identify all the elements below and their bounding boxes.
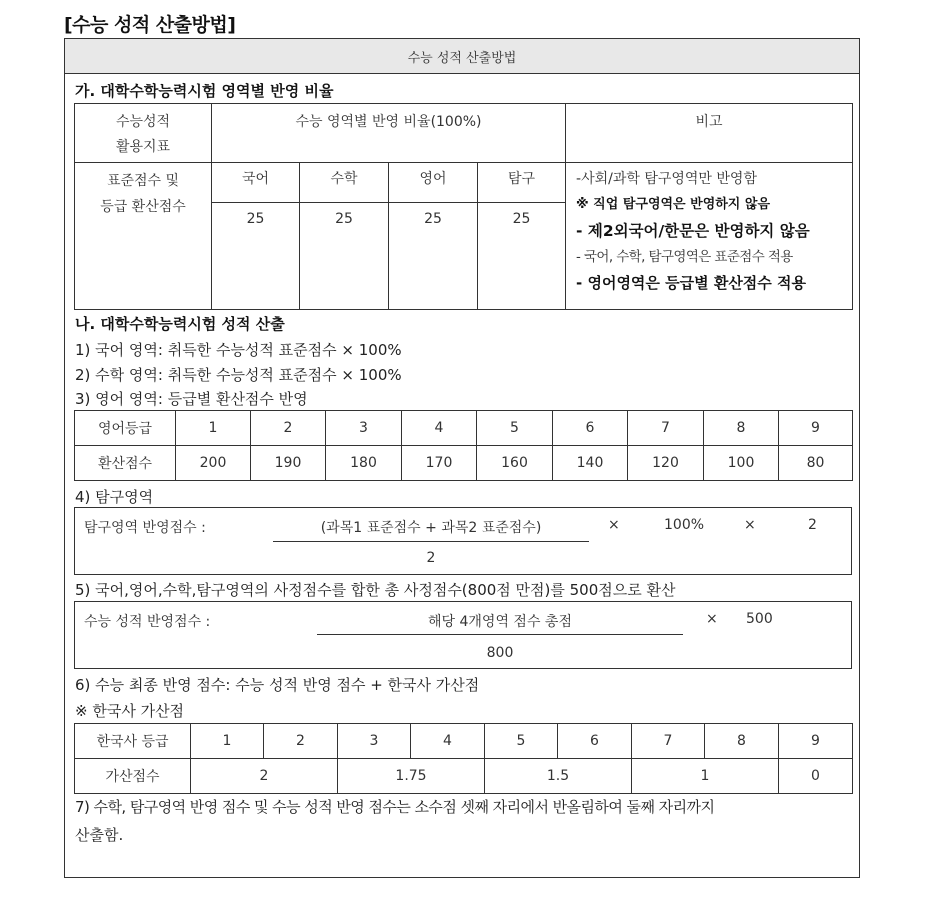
col1-header: 수능성적 활용지표	[75, 104, 212, 163]
item-6: 6) 수능 최종 반영 점수: 수능 성적 반영 점수 + 한국사 가산점	[75, 676, 480, 694]
history-bonus-row	[75, 759, 853, 794]
grade-cell: 7	[628, 411, 704, 446]
item-5: 5) 국어,영어,수학,탐구영역의 사정점수를 합한 총 사정점수(800점 만점)를 500점으로 환산	[75, 581, 676, 599]
english-grade-table	[74, 410, 853, 481]
fraction-bar	[273, 541, 589, 542]
subject-english: 영어	[389, 163, 478, 203]
grade-cell: 8	[704, 411, 779, 446]
formula-denominator: 2	[426, 550, 436, 566]
formula-denominator: 800	[486, 645, 514, 661]
score-cell: 170	[402, 446, 477, 481]
ratio-header: 수능 영역별 반영 비율(100%)	[212, 104, 566, 163]
value-english: 25	[389, 203, 478, 310]
formula-numerator: (과목1 표준점수 + 과목2 표준점수)	[320, 520, 542, 536]
note-line: ※ 직업 탐구영역은 반영하지 않음	[576, 197, 771, 212]
english-grade-row	[75, 411, 853, 446]
grade-cell: 1	[176, 411, 251, 446]
note-line: - 영어영역은 등급별 환산점수 적용	[576, 274, 806, 292]
subject-math: 수학	[300, 163, 389, 203]
grade-cell: 3	[326, 411, 402, 446]
history-bonus-table	[74, 723, 853, 794]
notes-cell	[566, 163, 853, 310]
history-grade-row	[75, 724, 853, 759]
note-line: - 국어, 수학, 탐구영역은 표준점수 적용	[576, 249, 793, 265]
section-a-title: 가. 대학수학능력시험 영역별 반영 비율	[75, 82, 334, 100]
grade-cell: 8	[705, 724, 779, 759]
item-6-note: ※ 한국사 가산점	[75, 702, 185, 720]
item-7-cont: 산출함.	[75, 826, 124, 844]
grade-cell: 7	[632, 724, 705, 759]
value-korean: 25	[212, 203, 300, 310]
grade-cell: 9	[779, 411, 853, 446]
score-cell: 160	[477, 446, 553, 481]
times-sign: ×	[608, 517, 620, 533]
item-4: 4) 탐구영역	[75, 488, 154, 506]
grade-cell: 9	[779, 724, 853, 759]
times-sign: ×	[706, 611, 718, 627]
grade-cell: 5	[477, 411, 553, 446]
formula-numerator: 해당 4개영역 점수 총점	[428, 614, 572, 630]
grade-cell: 2	[264, 724, 338, 759]
grade-cell: 4	[402, 411, 477, 446]
item-2: 2) 수학 영역: 취득한 수능성적 표준점수 × 100%	[75, 366, 402, 384]
row-label: 한국사 등급	[75, 724, 191, 759]
item-3: 3) 영어 영역: 등급별 환산점수 반영	[75, 390, 308, 408]
row-label: 가산점수	[75, 759, 191, 794]
score-cell: 180	[326, 446, 402, 481]
score-cell: 200	[176, 446, 251, 481]
note-header: 비고	[566, 104, 853, 163]
bonus-cell: 0	[779, 759, 853, 794]
grade-cell: 6	[558, 724, 632, 759]
score-cell: 190	[251, 446, 326, 481]
bonus-cell: 1.75	[338, 759, 485, 794]
formula-percent: 100%	[664, 517, 705, 533]
formula-label: 수능 성적 반영점수 :	[84, 614, 211, 630]
fraction-bar	[317, 634, 683, 635]
subject-inquiry: 탐구	[478, 163, 566, 203]
item-7: 7) 수학, 탐구영역 반영 점수 및 수능 성적 반영 점수는 소수점 셋째 자리에서 반올림하여 둘째 자리까지	[75, 798, 715, 816]
row-label: 영어등급	[75, 411, 176, 446]
note-line: -사회/과학 탐구영역만 반영함	[576, 171, 757, 187]
value-math: 25	[300, 203, 389, 310]
item-1: 1) 국어 영역: 취득한 수능성적 표준점수 × 100%	[75, 341, 402, 359]
row-label: 표준점수 및 등급 환산점수	[75, 163, 212, 310]
grade-cell: 6	[553, 411, 628, 446]
formula-label: 탐구영역 반영점수 :	[84, 520, 206, 536]
grade-cell: 5	[485, 724, 558, 759]
score-cell: 120	[628, 446, 704, 481]
score-cell: 100	[704, 446, 779, 481]
score-cell: 80	[779, 446, 853, 481]
ratio-table	[74, 103, 853, 310]
grade-cell: 1	[191, 724, 264, 759]
bonus-cell: 2	[191, 759, 338, 794]
section-b-title: 나. 대학수학능력시험 성적 산출	[75, 315, 285, 333]
subject-korean: 국어	[212, 163, 300, 203]
formula-multiplier: 500	[746, 611, 773, 627]
bonus-cell: 1.5	[485, 759, 632, 794]
score-cell: 140	[553, 446, 628, 481]
grade-cell: 4	[411, 724, 485, 759]
value-inquiry: 25	[478, 203, 566, 310]
times-sign: ×	[744, 517, 756, 533]
grade-cell: 3	[338, 724, 411, 759]
page-title: [수능 성적 산출방법]	[64, 14, 236, 36]
formula-multiplier: 2	[808, 517, 817, 533]
note-line: - 제2외국어/한문은 반영하지 않음	[576, 222, 810, 240]
frame-header: 수능 성적 산출방법	[65, 39, 859, 74]
english-score-row	[75, 446, 853, 481]
row-label: 환산점수	[75, 446, 176, 481]
bonus-cell: 1	[632, 759, 779, 794]
grade-cell: 2	[251, 411, 326, 446]
